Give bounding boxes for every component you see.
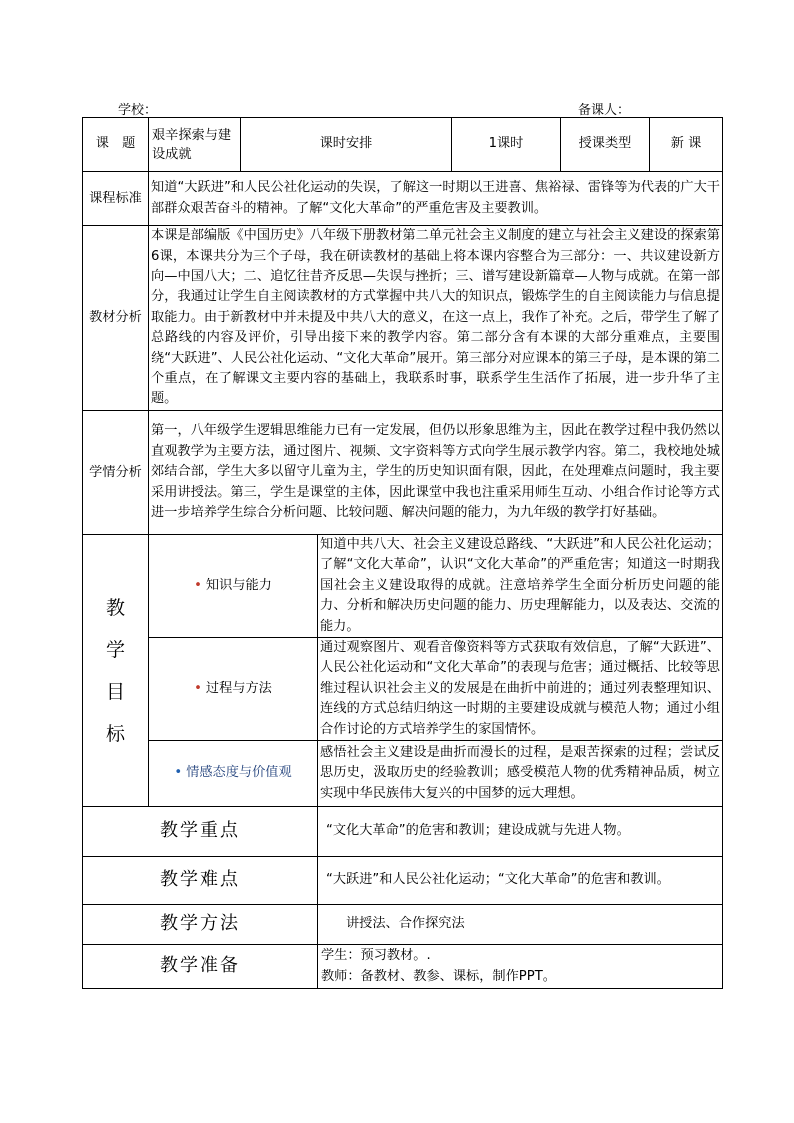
goal-name: 过程与方法 bbox=[205, 680, 272, 696]
key-points-row bbox=[83, 807, 723, 857]
goals-label-char: 学 bbox=[105, 638, 125, 661]
goal-emotion-row bbox=[83, 741, 723, 807]
goal-name: 情感态度与价值观 bbox=[186, 765, 292, 781]
textbook-row bbox=[83, 226, 723, 411]
methods-text: 讲授法、合作探究法 bbox=[318, 905, 723, 945]
goal-emotion-text: 感悟社会主义建设是曲折而漫长的过程，是艰苦探索的过程；尝试反思历史，汲取历史的经验教训；感受模范人物的优秀精神品质，树立实现中华民族伟大复兴的中国梦的远大理想。 bbox=[318, 741, 723, 807]
type-label: 授课类型 bbox=[561, 118, 650, 172]
type-value: 新 课 bbox=[650, 118, 723, 172]
goal-knowledge-text: 知道中共八大、社会主义建设总路线、“大跃进”和人民公社化运动；了解“文化大革命”，认识“文化大革命”的严重危害；知道这一时期我国社会主义建设取得的成就。注意培养学生全面分析历史问题的能力、分析和解决历史问题的能力、历史理解能力，以及表达、交流的能力。 bbox=[318, 535, 723, 638]
textbook-label: 教材分析 bbox=[83, 226, 149, 411]
topic-row bbox=[83, 118, 723, 172]
textbook-text: 本课是部编版《中国历史》八年级下册教材第二单元社会主义制度的建立与社会主义建设的探索第6课，本课共分为三个子母，我在研读教材的基础上将本课内容整合为三部分：一、共议建设新方向—中国八大；二、追忆往昔齐反思—失误与挫折；三、谱写建设新篇章—人物与成就。在第一部分，我通过让学生自主阅读教材的方式掌握中共八大的知识点，锻炼学生的自主阅读能力与信息提取能力。由于新教材中并未提及中共八大的意义，在这一点上，我作了补充。之后，带学生了解了总路线的内容及评价，引导出接下来的教学内容。第二部分含有本课的大部分重难点，主要围绕“大跃进”、人民公社化运动、“文化大革命”展开。第三部分对应课本的第三子母，是本课的第二个重点，在了解课文主要内容的基础上，我联系时事，联系学生生活作了拓展，进一步升华了主题。 bbox=[149, 226, 723, 411]
lesson-plan-table bbox=[82, 117, 723, 989]
students-text: 第一，八年级学生逻辑思维能力已有一定发展，但仍以形象思维为主，因此在教学过程中我仍然以直观教学为主要方法，通过图片、视频、文字资料等方式向学生展示教学内容。第二，我校地处城郊结合部，学生大多以留守儿童为主，学生的历史知识面有限，因此，在处理难点问题时，我主要采用讲授法。第三，学生是课堂的主体，因此课堂中我也注重采用师生互动、小组合作讨论等方式进一步培养学生综合分析问题、比较问题、解决问题的能力，为九年级的教学打好基础。 bbox=[149, 411, 723, 535]
key-points-text: “文化大革命”的危害和教训；建设成就与先进人物。 bbox=[318, 807, 723, 857]
preparation-teacher: 教师：备教材、教参、课标，制作PPT。 bbox=[321, 968, 556, 984]
bullet-icon: • bbox=[194, 577, 202, 593]
goals-label-char: 标 bbox=[105, 722, 125, 745]
schedule-label: 课时安排 bbox=[241, 118, 452, 172]
goals-label-char: 目 bbox=[105, 680, 125, 703]
preparation-cell bbox=[318, 945, 723, 989]
topic-label: 课 题 bbox=[83, 118, 149, 172]
bullet-icon: • bbox=[194, 680, 202, 696]
goal-knowledge-row bbox=[83, 535, 723, 638]
methods-label: 教学方法 bbox=[83, 905, 318, 945]
students-row bbox=[83, 411, 723, 535]
key-points-label: 教学重点 bbox=[83, 807, 318, 857]
difficulties-row bbox=[83, 857, 723, 905]
bullet-icon: • bbox=[174, 765, 183, 781]
goal-process-row bbox=[83, 638, 723, 741]
difficulties-text: “大跃进”和人民公社化运动；“文化大革命”的危害和教训。 bbox=[318, 857, 723, 905]
goal-process-name bbox=[149, 638, 318, 741]
teacher-label: 备课人： bbox=[578, 103, 631, 118]
curriculum-text: 知道“大跃进”和人民公社化运动的失误，了解这一时期以王进喜、焦裕禄、雷锋等为代表的广大干部群众艰苦奋斗的精神。了解“文化大革命”的严重危害及主要教训。 bbox=[149, 172, 723, 226]
methods-row bbox=[83, 905, 723, 945]
goal-emotion-name bbox=[149, 741, 318, 807]
goals-label-char: 教 bbox=[105, 596, 125, 619]
curriculum-row bbox=[83, 172, 723, 226]
preparation-row bbox=[83, 945, 723, 989]
topic-value: 艰辛探索与建设成就 bbox=[149, 118, 241, 172]
students-label: 学情分析 bbox=[83, 411, 149, 535]
goal-process-text: 通过观察图片、观看音像资料等方式获取有效信息，了解“大跃进”、人民公社化运动和“文化大革命”的表现与危害；通过概括、比较等思维过程认识社会主义的发展是在曲折中前进的；通过列表整理知识、连线的方式总结归纳这一时期的主要建设成就与模范人物；通过小组合作讨论的方式培养学生的家国情怀。 bbox=[318, 638, 723, 741]
goal-name: 知识与能力 bbox=[205, 577, 272, 593]
goal-knowledge-name bbox=[149, 535, 318, 638]
difficulties-label: 教学难点 bbox=[83, 857, 318, 905]
schedule-value: 1课时 bbox=[452, 118, 561, 172]
preparation-label: 教学准备 bbox=[83, 945, 318, 989]
curriculum-label: 课程标准 bbox=[83, 172, 149, 226]
goals-label bbox=[83, 535, 149, 807]
school-label: 学校： bbox=[118, 103, 158, 118]
preparation-student: 学生：预习教材。. bbox=[321, 948, 431, 964]
